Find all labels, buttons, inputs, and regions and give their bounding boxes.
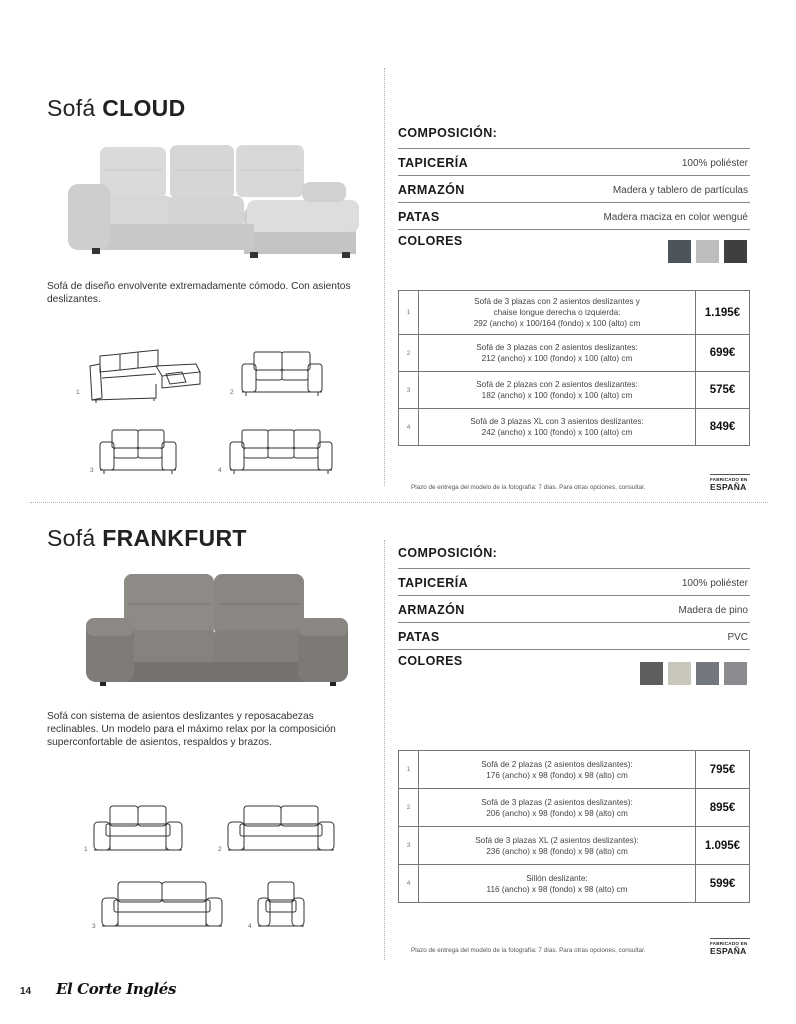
frankfurt-delivery-note: Plazo de entrega del modelo de la fotografía: 7 días. Para otras opciones, consultar. bbox=[411, 947, 646, 954]
cloud-title-name: CLOUD bbox=[102, 95, 186, 121]
frankfurt-spec-row bbox=[398, 542, 750, 569]
color-swatch bbox=[696, 240, 719, 263]
frankfurt-title bbox=[47, 525, 247, 552]
frankfurt-sofa-photo bbox=[84, 570, 354, 690]
frankfurt-drawing-num-1: 1 bbox=[84, 846, 88, 853]
color-swatch bbox=[724, 662, 747, 685]
frankfurt-color-swatches bbox=[640, 662, 747, 685]
cloud-drawing-num-4: 4 bbox=[218, 467, 222, 474]
model-desc-line: 116 (ancho) x 98 (fondo) x 98 (alto) cm bbox=[486, 884, 628, 894]
model-desc-line: 212 (ancho) x 100 (fondo) x 100 (alto) cm bbox=[481, 354, 633, 363]
model-price: 575€ bbox=[696, 372, 750, 409]
cloud-title bbox=[47, 95, 186, 122]
model-desc-line: 206 (ancho) x 98 (fondo) x 98 (alto) cm bbox=[486, 808, 628, 818]
section-divider bbox=[30, 502, 768, 503]
model-price: 1.195€ bbox=[696, 291, 750, 335]
cloud-composition-label: COMPOSICIÓN: bbox=[398, 126, 498, 140]
model-price: 849€ bbox=[696, 409, 750, 446]
frankfurt-made-in-badge bbox=[710, 938, 750, 956]
frankfurt-drawing-1 bbox=[92, 804, 184, 856]
table-row bbox=[399, 409, 750, 446]
frankfurt-title-name: FRANKFURT bbox=[102, 525, 247, 551]
cloud-title-prefix: Sofá bbox=[47, 95, 96, 121]
frankfurt-spec-label: ARMAZÓN bbox=[398, 603, 465, 617]
frankfurt-drawing-4 bbox=[256, 880, 306, 932]
cloud-spec-row bbox=[398, 149, 750, 176]
model-price: 599€ bbox=[696, 865, 750, 903]
frankfurt-spec-label: TAPICERÍA bbox=[398, 576, 469, 590]
color-swatch bbox=[724, 240, 747, 263]
vertical-divider-top bbox=[384, 68, 385, 486]
frankfurt-spec-value: 100% poliéster bbox=[681, 578, 748, 589]
made-in-small: FABRICADO EN bbox=[710, 941, 748, 946]
model-price: 699€ bbox=[696, 335, 750, 372]
model-desc-line: 236 (ancho) x 98 (fondo) x 98 (alto) cm bbox=[486, 846, 628, 856]
cloud-made-in-badge bbox=[710, 474, 750, 492]
cloud-spec-value: Madera y tablero de partículas bbox=[612, 185, 748, 196]
model-desc-line: Sofá de 2 plazas (2 asientos deslizantes): bbox=[481, 759, 633, 769]
frankfurt-drawing-2 bbox=[226, 804, 336, 856]
cloud-colors-label: COLORES bbox=[398, 234, 463, 248]
frankfurt-drawing-3 bbox=[100, 880, 224, 932]
cloud-drawing-num-1: 1 bbox=[76, 389, 80, 396]
frankfurt-description: Sofá con sistema de asientos deslizantes y reposacabezas reclinables. Un modelo para el máximo relax por la composición superconfortable de asientos, respaldos y brazos. bbox=[47, 711, 336, 748]
model-number: 1 bbox=[399, 751, 419, 789]
cloud-delivery-note: Plazo de entrega del modelo de la fotografía: 7 días. Para otras opciones, consultar. bbox=[411, 484, 646, 491]
color-swatch bbox=[668, 240, 691, 263]
color-swatch bbox=[696, 662, 719, 685]
color-swatch bbox=[640, 662, 663, 685]
frankfurt-spec-value: Madera de pino bbox=[678, 605, 748, 616]
frankfurt-spec-label: PATAS bbox=[398, 630, 440, 644]
model-description bbox=[419, 789, 696, 827]
frankfurt-composition-label: COMPOSICIÓN: bbox=[398, 546, 498, 560]
made-in-big: ESPAÑA bbox=[710, 482, 747, 492]
model-price: 1.095€ bbox=[696, 827, 750, 865]
frankfurt-colors-label: COLORES bbox=[398, 654, 463, 668]
table-row bbox=[399, 372, 750, 409]
cloud-spec-value: 100% poliéster bbox=[681, 158, 748, 169]
cloud-drawing-4 bbox=[226, 428, 336, 476]
frankfurt-drawing-num-2: 2 bbox=[218, 846, 222, 853]
model-description bbox=[419, 291, 696, 335]
model-description bbox=[419, 335, 696, 372]
cloud-spec-row bbox=[398, 122, 750, 149]
frankfurt-drawing-num-4: 4 bbox=[248, 923, 252, 930]
cloud-color-swatches bbox=[668, 240, 747, 263]
cloud-spec-label: ARMAZÓN bbox=[398, 183, 465, 197]
cloud-drawing-2 bbox=[238, 350, 326, 398]
model-description bbox=[419, 409, 696, 446]
model-desc-line: Sofá de 2 plazas con 2 asientos deslizantes: bbox=[476, 380, 638, 389]
vertical-divider-bottom bbox=[384, 540, 385, 960]
cloud-drawing-3 bbox=[96, 428, 180, 476]
model-desc-line: chaise longue derecha o izquierda: bbox=[493, 308, 621, 317]
model-description bbox=[419, 827, 696, 865]
model-number: 2 bbox=[399, 789, 419, 827]
model-number: 1 bbox=[399, 291, 419, 335]
model-price: 795€ bbox=[696, 751, 750, 789]
table-row bbox=[399, 751, 750, 789]
cloud-spec-row bbox=[398, 203, 750, 230]
table-row bbox=[399, 827, 750, 865]
cloud-drawing-num-2: 2 bbox=[230, 389, 234, 396]
model-description bbox=[419, 865, 696, 903]
cloud-sofa-photo bbox=[64, 140, 364, 268]
table-row bbox=[399, 789, 750, 827]
frankfurt-drawing-num-3: 3 bbox=[92, 923, 96, 930]
model-desc-line: Sofá de 3 plazas XL (2 asientos deslizantes): bbox=[475, 835, 639, 845]
cloud-spec-value: Madera maciza en color wengué bbox=[603, 212, 748, 223]
model-desc-line: Sofá de 3 plazas con 2 asientos deslizantes: bbox=[476, 343, 638, 352]
model-desc-line: 242 (ancho) x 100 (fondo) x 100 (alto) cm bbox=[481, 428, 633, 437]
model-number: 2 bbox=[399, 335, 419, 372]
model-description bbox=[419, 751, 696, 789]
frankfurt-spec-row bbox=[398, 569, 750, 596]
model-desc-line: Sofá de 3 plazas XL con 3 asientos deslizantes: bbox=[470, 417, 644, 426]
model-desc-line: Sofá de 3 plazas (2 asientos deslizantes): bbox=[481, 797, 633, 807]
model-desc-line: 182 (ancho) x 100 (fondo) x 100 (alto) cm bbox=[481, 391, 633, 400]
cloud-spec-label: TAPICERÍA bbox=[398, 156, 469, 170]
color-swatch bbox=[668, 662, 691, 685]
model-desc-line: Sillón deslizante: bbox=[526, 873, 588, 883]
table-row bbox=[399, 865, 750, 903]
cloud-drawing-1 bbox=[86, 348, 204, 404]
made-in-small: FABRICADO EN bbox=[710, 477, 748, 482]
model-number: 4 bbox=[399, 865, 419, 903]
brand-logo: El Corte Inglés bbox=[56, 980, 176, 998]
model-number: 3 bbox=[399, 372, 419, 409]
cloud-spec-row bbox=[398, 176, 750, 203]
model-desc-line: Sofá de 3 plazas con 2 asientos deslizantes y bbox=[474, 297, 640, 306]
model-description bbox=[419, 372, 696, 409]
frankfurt-spec-row bbox=[398, 596, 750, 623]
model-number: 4 bbox=[399, 409, 419, 446]
cloud-price-table bbox=[398, 290, 750, 446]
cloud-spec-block bbox=[398, 120, 750, 270]
cloud-description: Sofá de diseño envolvente extremadamente cómodo. Con asientos deslizantes. bbox=[47, 281, 351, 305]
table-row bbox=[399, 335, 750, 372]
model-number: 3 bbox=[399, 827, 419, 865]
model-desc-line: 176 (ancho) x 98 (fondo) x 98 (alto) cm bbox=[486, 770, 628, 780]
frankfurt-spec-row bbox=[398, 623, 750, 650]
frankfurt-price-table bbox=[398, 750, 750, 903]
frankfurt-spec-block bbox=[398, 540, 750, 690]
model-desc-line: 292 (ancho) x 100/164 (fondo) x 100 (alto) cm bbox=[473, 319, 641, 328]
frankfurt-spec-value: PVC bbox=[727, 632, 748, 643]
table-row bbox=[399, 291, 750, 335]
model-price: 895€ bbox=[696, 789, 750, 827]
frankfurt-title-prefix: Sofá bbox=[47, 525, 96, 551]
made-in-big: ESPAÑA bbox=[710, 946, 747, 956]
cloud-spec-label: PATAS bbox=[398, 210, 440, 224]
page-number: 14 bbox=[20, 986, 32, 997]
cloud-drawing-num-3: 3 bbox=[90, 467, 94, 474]
